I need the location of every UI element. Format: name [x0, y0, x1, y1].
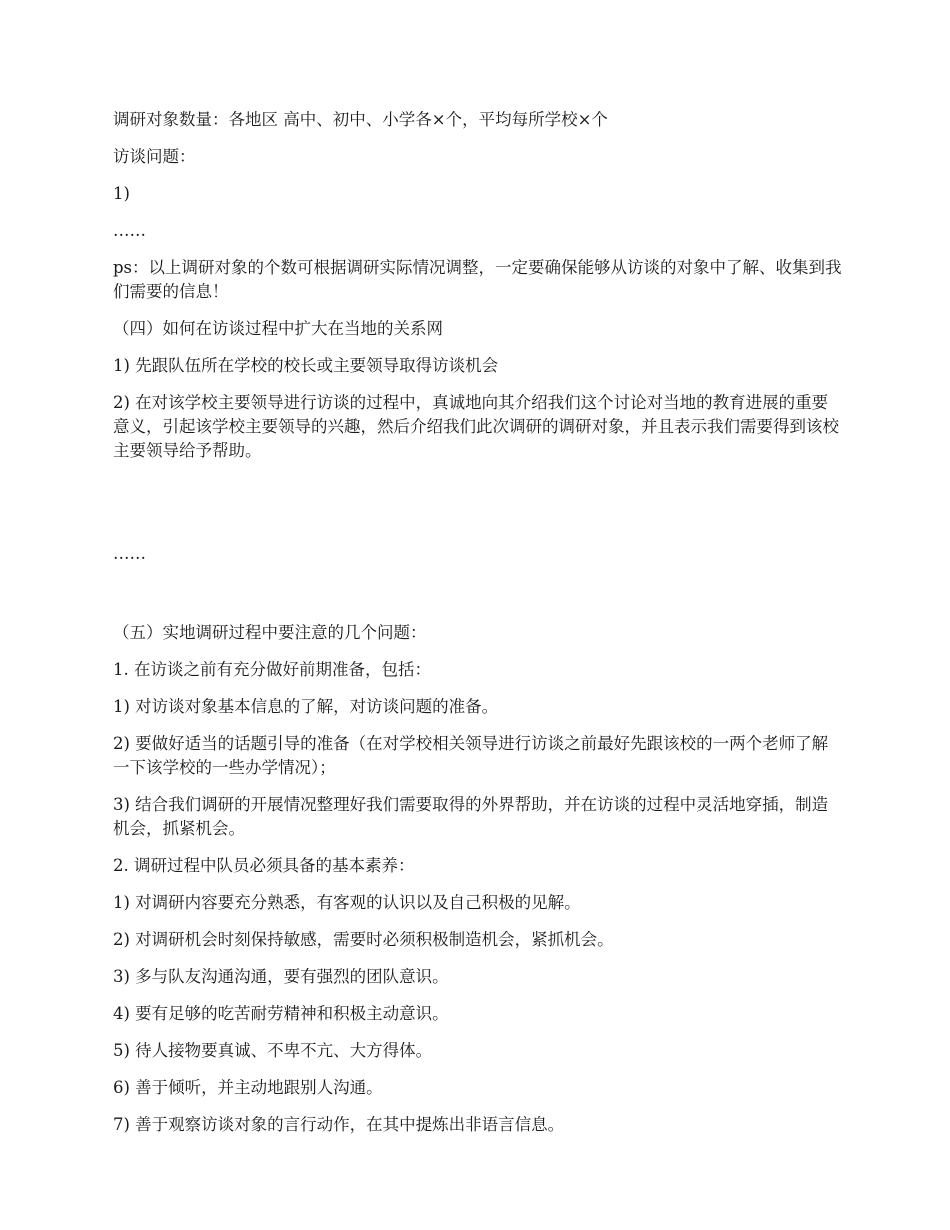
ellipsis-2: ……: [113, 544, 146, 563]
quality-item-7: 7) 善于观察访谈对象的言行动作，在其中提炼出非语言信息。: [113, 1115, 565, 1134]
section-4-item-1: 1) 先跟队伍所在学校的校长或主要领导取得访谈机会: [113, 356, 499, 375]
quality-item-6: 6) 善于倾听，并主动地跟别人沟通。: [113, 1078, 383, 1097]
question-item-1: 1): [113, 184, 130, 203]
quality-item-5: 5) 待人接物要真诚、不卑不亢、大方得体。: [113, 1041, 433, 1060]
interview-questions-label: 访谈问题：: [113, 147, 196, 166]
ellipsis-1: ……: [113, 221, 146, 240]
quality-item-3: 3) 多与队友沟通沟通，要有强烈的团队意识。: [113, 967, 449, 986]
quality-item-1: 1) 对调研内容要充分熟悉，有客观的认识以及自己积极的见解。: [113, 893, 581, 912]
section-4-item-2: 2) 在对该学校主要领导进行访谈的过程中，真诚地向其介绍我们这个讨论对当地的教育进展的重要意义，引起该学校主要领导的兴趣，然后介绍我们此次调研的调研对象，并且表示我们需要得到该校主要领导给予帮助。: [113, 393, 839, 460]
prep-item-3: 3) 结合我们调研的开展情况整理好我们需要取得的外界帮助，并在访谈的过程中灵活地穿插，制造机会，抓紧机会。: [113, 795, 829, 838]
prep-item-1: 1) 对访谈对象基本信息的了解，对访谈问题的准备。: [113, 697, 499, 716]
quality-item-2: 2) 对调研机会时刻保持敏感，需要时必须积极制造机会，紧抓机会。: [113, 930, 614, 949]
section-5-point-1: 1. 在访谈之前有充分做好前期准备，包括：: [113, 660, 431, 679]
section-5-point-2: 2. 调研过程中队员必须具备的基本素养：: [113, 856, 415, 875]
section-4-heading: （四）如何在访谈过程中扩大在当地的关系网: [113, 319, 443, 338]
quality-item-4: 4) 要有足够的吃苦耐劳精神和积极主动意识。: [113, 1004, 449, 1023]
ps-note: ps：以上调研对象的个数可根据调研实际情况调整，一定要确保能够从访谈的对象中了解、收集到我们需要的信息！: [113, 258, 842, 301]
survey-count-line: 调研对象数量：各地区 高中、初中、小学各×个，平均每所学校×个: [113, 110, 608, 129]
prep-item-2: 2) 要做好适当的话题引导的准备（在对学校相关领导进行访谈之前最好先跟该校的一两个老师了解一下该学校的一些办学情况）；: [113, 734, 829, 777]
document-page: [113, 108, 843, 1137]
section-5-heading: （五）实地调研过程中要注意的几个问题：: [113, 623, 427, 642]
